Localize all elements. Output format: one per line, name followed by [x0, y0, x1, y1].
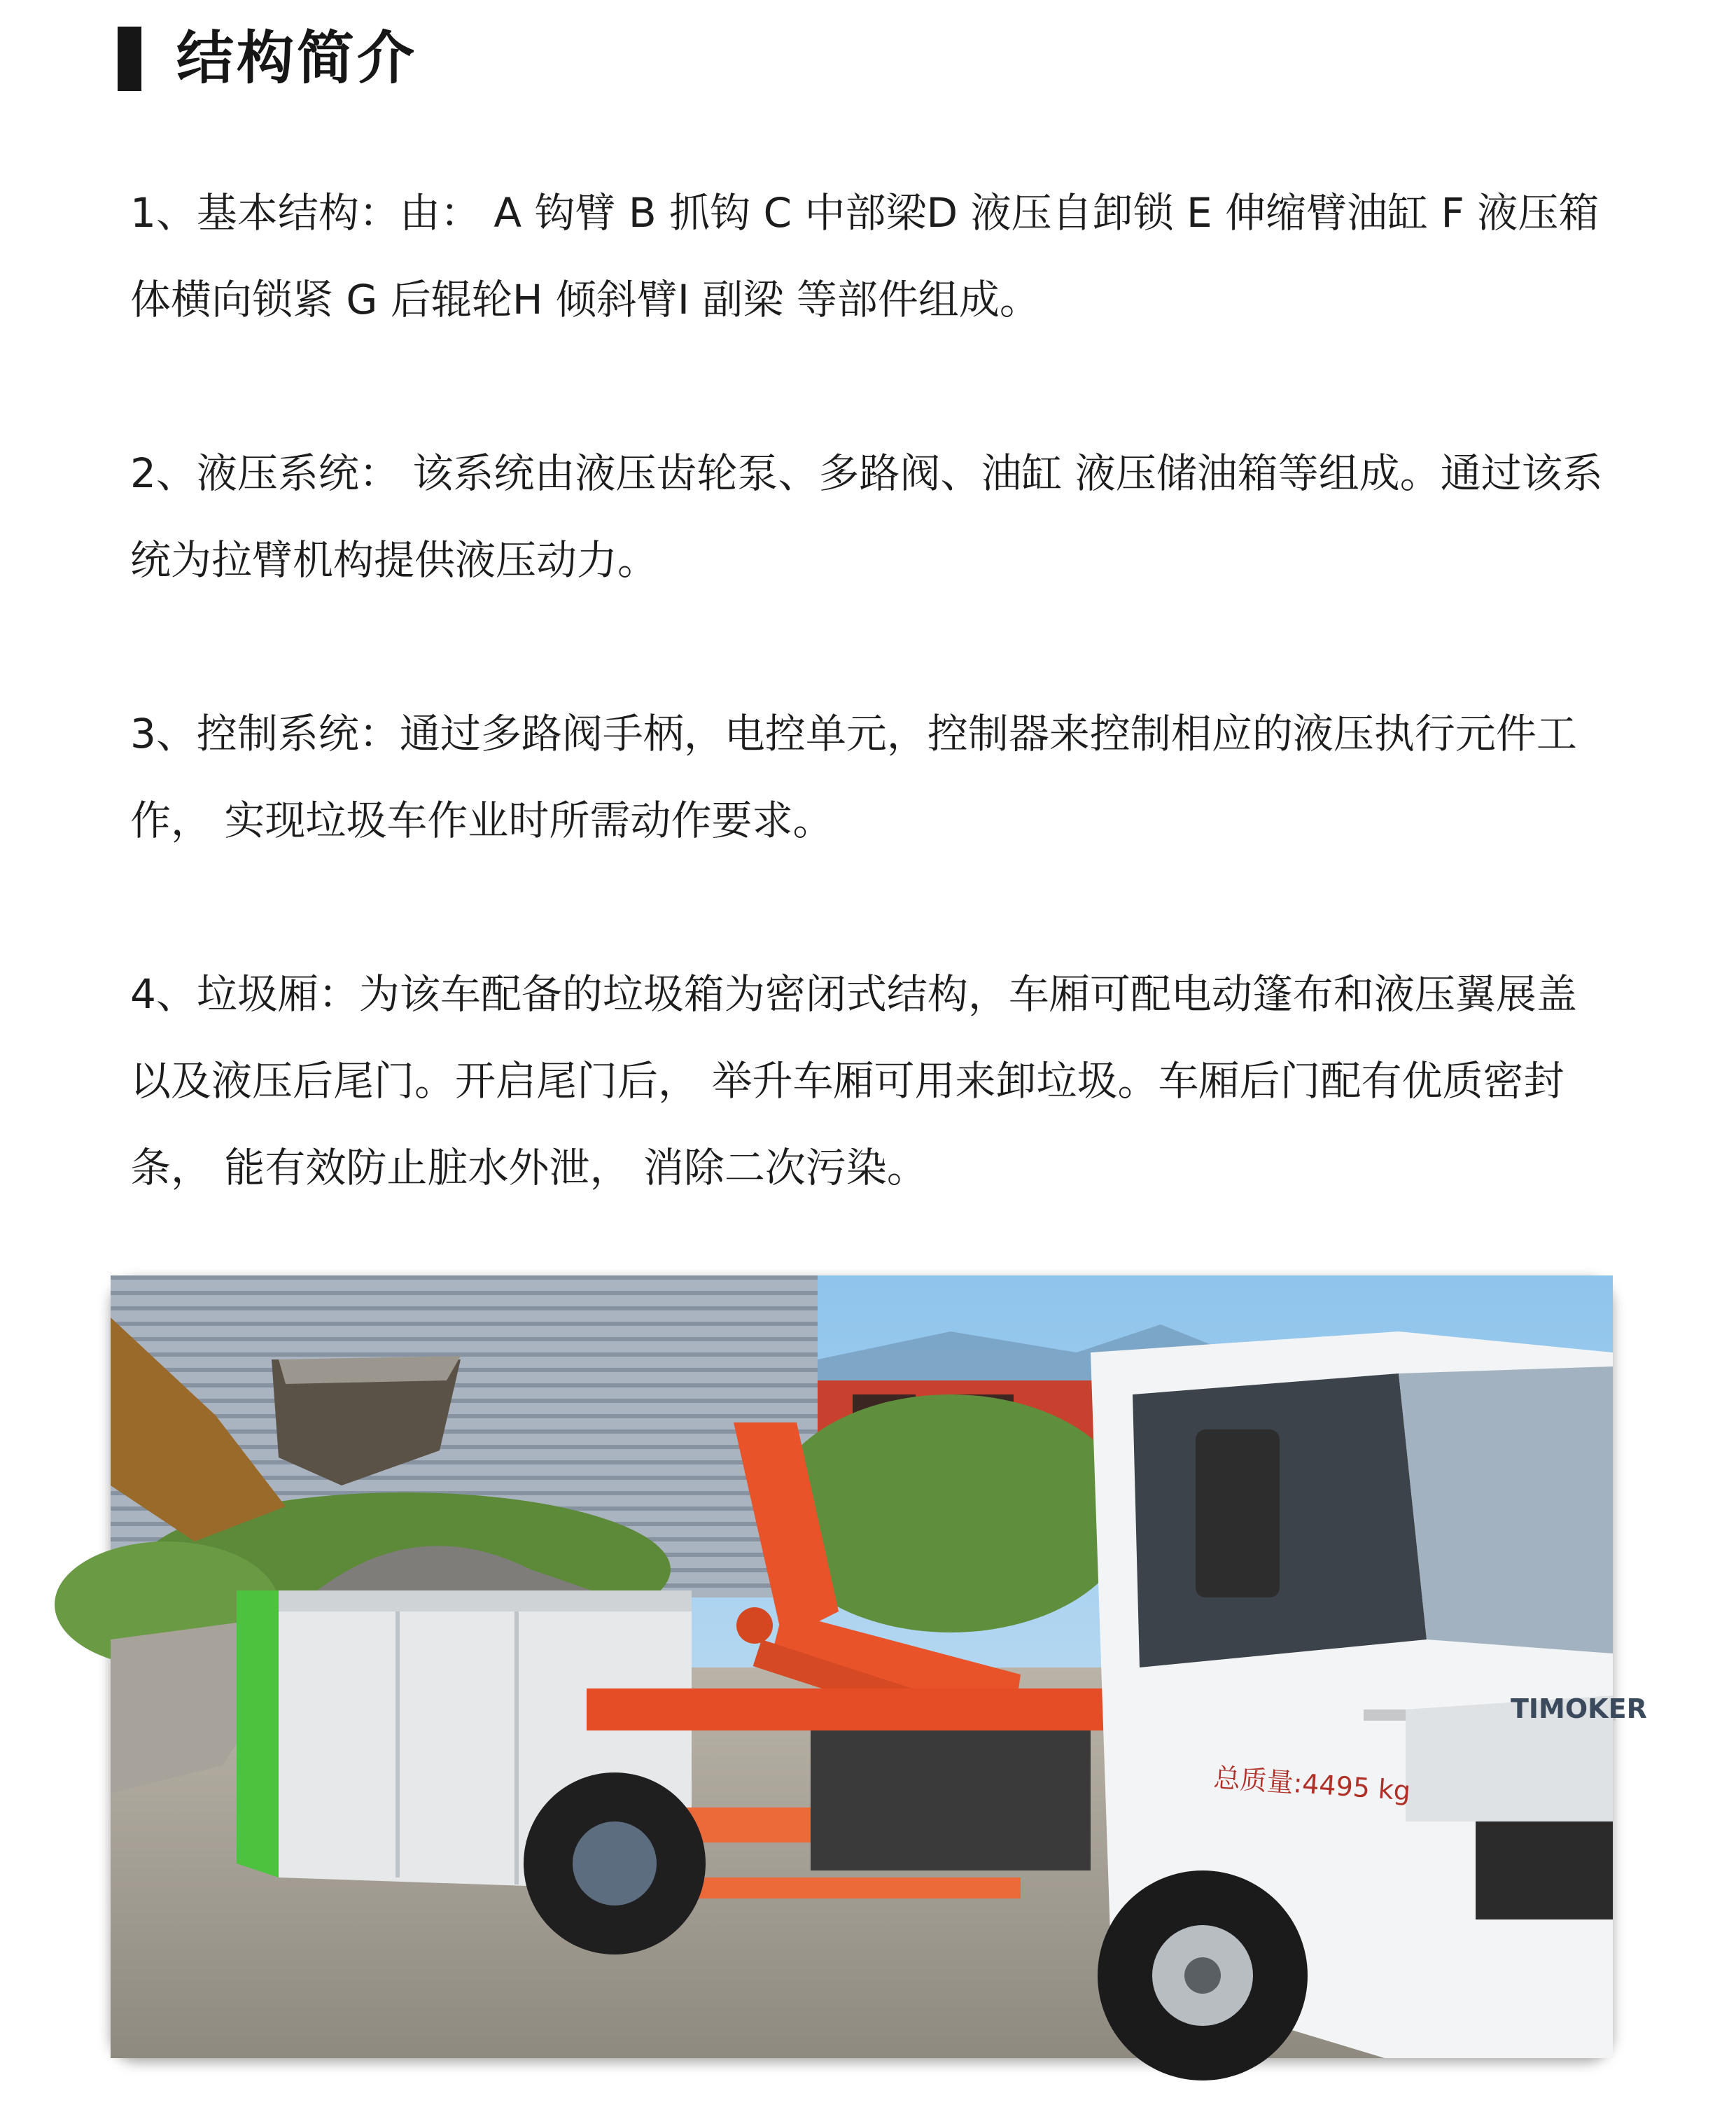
windshield: [1399, 1366, 1613, 1653]
paragraph-control-system: 3、控制系统：通过多路阀手柄，电控单元，控制器来控制相应的液压执行元件工作， 实现垃圾车作业时所需动作要求。: [130, 710, 1577, 844]
side-mirror: [1196, 1429, 1280, 1597]
hook-lift-truck-photo: [111, 1275, 1647, 2058]
front-grille: [1476, 1821, 1613, 1919]
paragraph-basic-structure: 1、基本结构：由： A 钩臂 B 抓钩 C 中部梁D 液压自卸锁 E 伸缩臂油缸 F 液压箱体横向锁紧 G 后辊轮H 倾斜臂I 副梁 等部件组成。: [130, 189, 1600, 323]
brand-badge: TIMOKER: [1511, 1693, 1647, 1724]
header-accent-bar: [118, 27, 141, 91]
container-green-edge: [237, 1590, 279, 1877]
paragraph-hydraulic-system: 2、液压系统： 该系统由液压齿轮泵、多路阀、油缸 液压储油箱等组成。通过该系统为拉臂机构提供液压动力。: [130, 449, 1603, 584]
section-header: [118, 27, 417, 91]
section-title: 结构简介: [176, 25, 418, 92]
door-weight-label: 总质量:4495 kg: [1212, 1762, 1412, 1807]
description-content: [130, 169, 1607, 1298]
truck-illustration: [111, 1275, 1647, 2058]
paragraph-garbage-compartment: 4、垃圾厢：为该车配备的垃圾箱为密闭式结构，车厢可配电动篷布和液压翼展盖以及液压后尾门。开启尾门后， 举升车厢可用来卸垃圾。车厢后门配有优质密封条， 能有效防止脏水外泄， 消除二次污染。: [130, 970, 1577, 1191]
